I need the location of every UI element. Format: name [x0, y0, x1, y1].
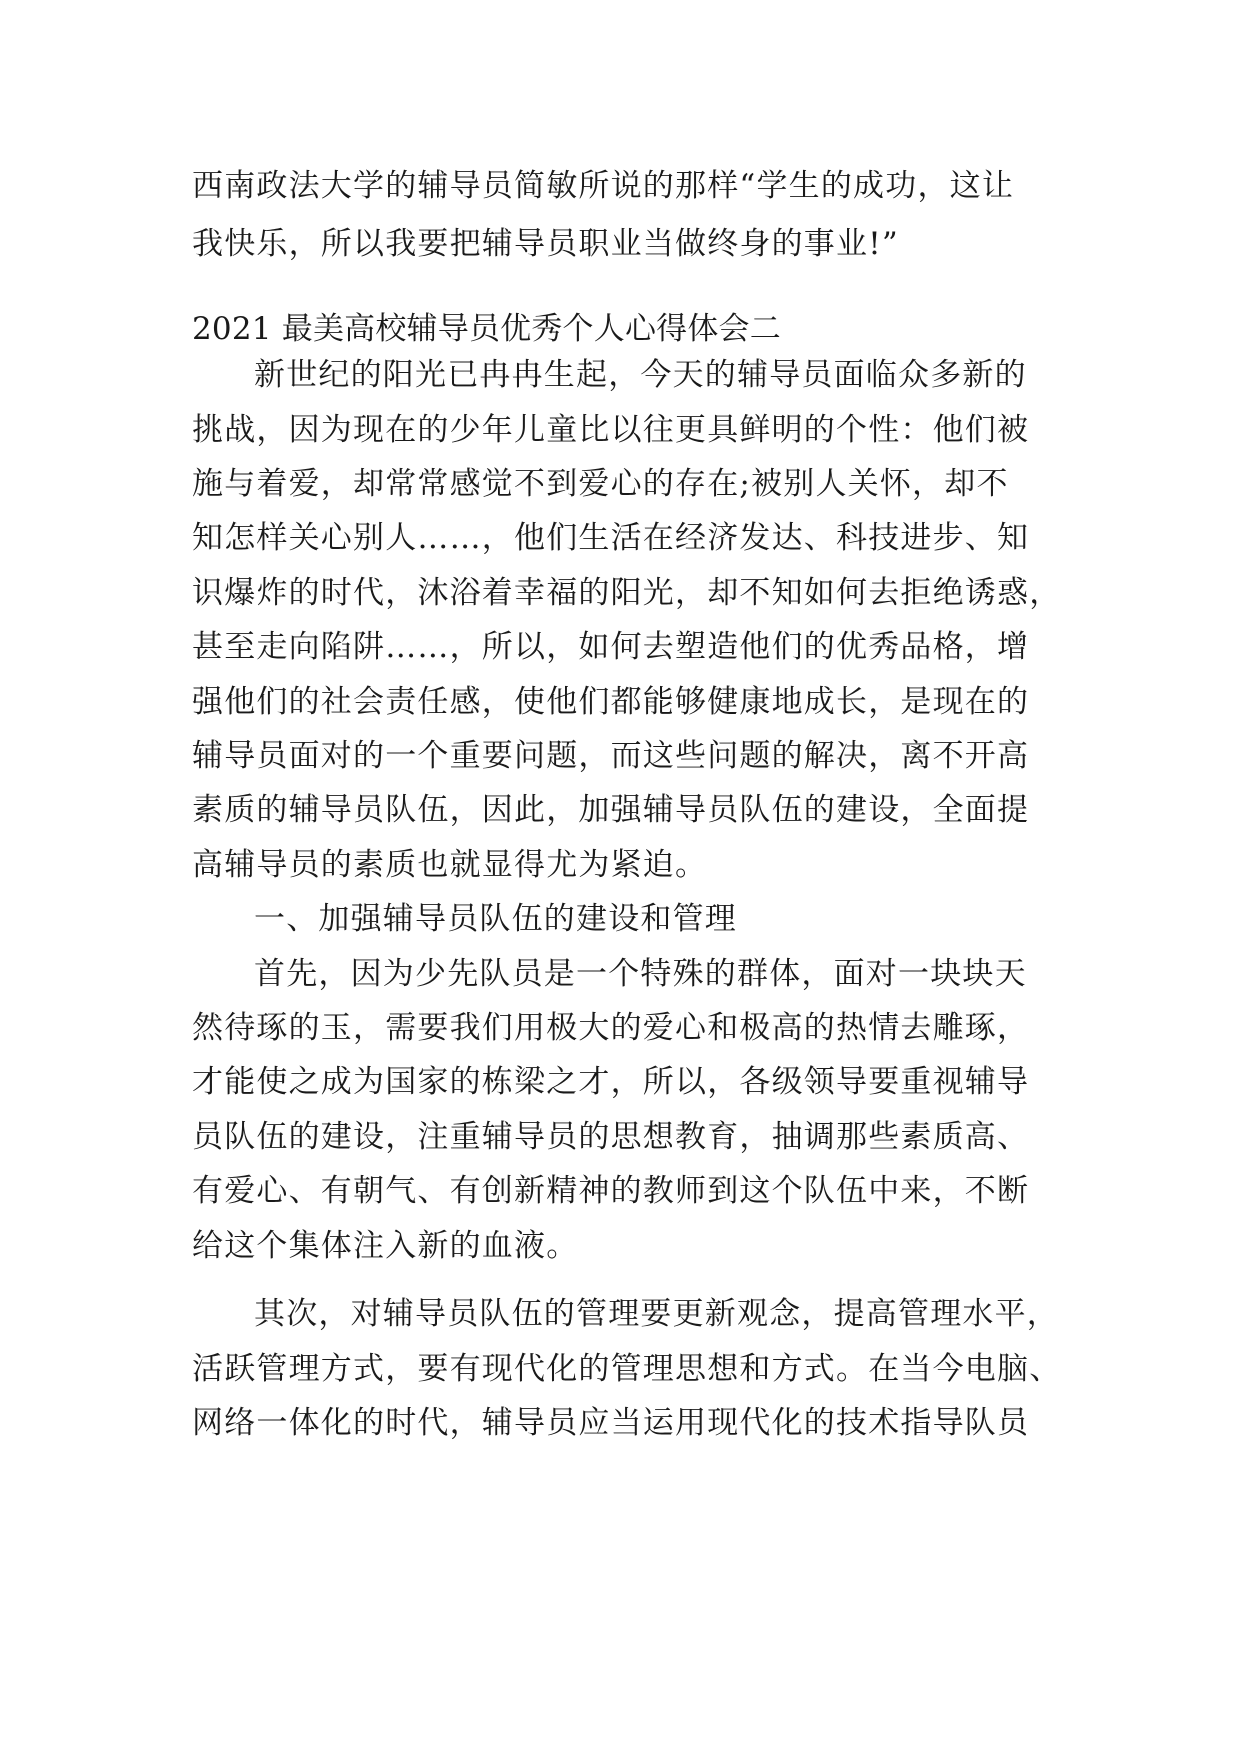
intro-line-2: 我快乐，所以我要把辅导员职业当做终身的事业!”	[192, 226, 899, 262]
section-heading-1: 一、加强辅导员队伍的建设和管理	[254, 901, 737, 937]
paragraph-1-line-7: 强他们的社会责任感，使他们都能够健康地成长，是现在的	[192, 684, 1030, 720]
paragraph-1-line-10: 高辅导员的素质也就显得尤为紧迫。	[192, 847, 708, 883]
paragraph-2-line-3: 才能使之成为国家的栋梁之才，所以，各级领导要重视辅导	[192, 1064, 1030, 1100]
paragraph-1-line-6: 甚至走向陷阱……，所以，如何去塑造他们的优秀品格，增	[192, 629, 1030, 665]
paragraph-2-line-4: 员队伍的建设，注重辅导员的思想教育，抽调那些素质高、	[192, 1119, 1030, 1155]
paragraph-2-line-6: 给这个集体注入新的血液。	[192, 1228, 579, 1264]
paragraph-2-line-2: 然待琢的玉，需要我们用极大的爱心和极高的热情去雕琢，	[192, 1010, 1030, 1046]
intro-line-1: 西南政法大学的辅导员简敏所说的那样“学生的成功，这让	[192, 168, 1015, 204]
paragraph-1-line-4: 知怎样关心别人……，他们生活在经济发达、科技进步、知	[192, 520, 1030, 556]
paragraph-2-line-5: 有爱心、有朝气、有创新精神的教师到这个队伍中来，不断	[192, 1173, 1030, 1209]
paragraph-1-line-2: 挑战，因为现在的少年儿童比以往更具鲜明的个性：他们被	[192, 412, 1030, 448]
paragraph-3-line-2: 活跃管理方式，要有现代化的管理思想和方式。在当今电脑、	[192, 1351, 1062, 1387]
paragraph-1-line-5: 识爆炸的时代，沐浴着幸福的阳光，却不知如何去拒绝诱惑，	[192, 575, 1062, 611]
paragraph-3-line-1: 其次，对辅导员队伍的管理要更新观念，提高管理水平，	[254, 1296, 1059, 1332]
paragraph-1-line-8: 辅导员面对的一个重要问题，而这些问题的解决，离不开高	[192, 738, 1030, 774]
section-title: 2021 最美高校辅导员优秀个人心得体会二	[192, 311, 781, 347]
paragraph-3-line-3: 网络一体化的时代，辅导员应当运用现代化的技术指导队员	[192, 1405, 1030, 1441]
paragraph-1-line-3: 施与着爱，却常常感觉不到爱心的存在;被别人关怀，却不	[192, 466, 1009, 502]
paragraph-1-line-1: 新世纪的阳光已冉冉生起，今天的辅导员面临众多新的	[254, 357, 1027, 393]
paragraph-2-line-1: 首先，因为少先队员是一个特殊的群体，面对一块块天	[254, 956, 1027, 992]
paragraph-1-line-9: 素质的辅导员队伍，因此，加强辅导员队伍的建设，全面提	[192, 792, 1030, 828]
